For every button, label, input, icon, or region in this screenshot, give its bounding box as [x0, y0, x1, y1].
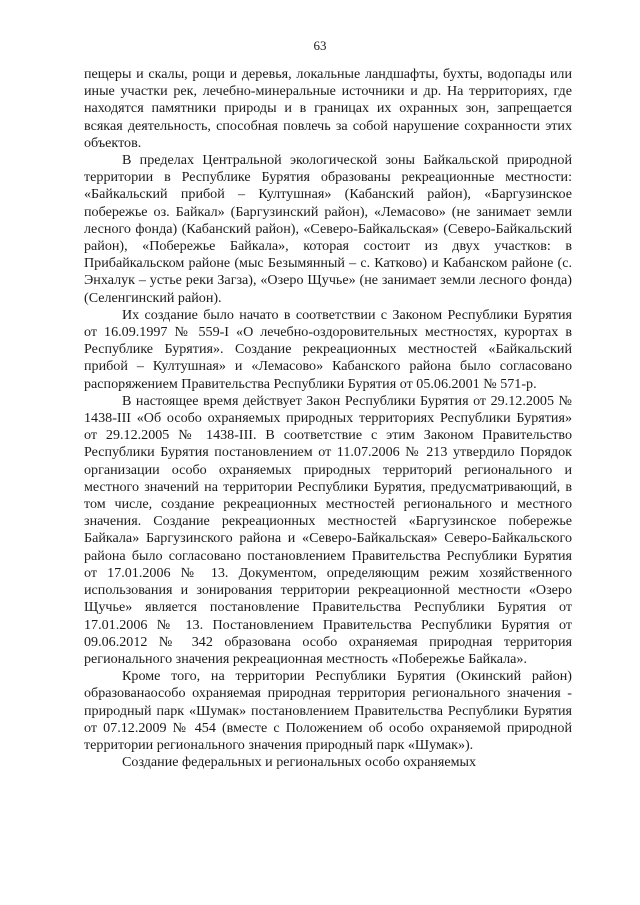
- body-text: [84, 66, 572, 771]
- paragraph-4: В настоящее время действует Закон Республики Бурятия от 29.12.2005 № 1438-III «Об особо охраняемых природных территориях Республики Бурятия» от 29.12.2005 № 1438-III. В соответствие с этим Законом Правительство Республики Бурятия постановлением от 11.07.2006 № 213 утвердило Порядок организации особо охраняемых природных территорий регионального и местного значений на территории Республики Бурятия, предусматривающий, в том числе, создание рекреационных местностей регионального и местного значения. Создание рекреационных местностей «Баргузинское побережье Байкала» Баргузинского района и «Северо-Байкальская» Северо-Байкальского района было согласовано постановлением Правительства Республики Бурятия от 17.01.2006 № 13. Документом, определяющим режим хозяйственного использования и зонирования территории рекреационной местности «Озеро Щучье» является постановление Правительства Республики Бурятия от 17.01.2006 № 13. Постановлением Правительства Республики Бурятия от 09.06.2012 № 342 образована особо охраняемая природная территория регионального значения рекреационная местность «Побережье Байкала».: [84, 392, 572, 667]
- page-number: 63: [313, 38, 327, 53]
- paragraph-2: В пределах Центральной экологической зоны Байкальской природной территории в Республике Бурятия образованы рекреационные местности: «Байкальский прибой – Култушная» (Кабанский район), «Баргузинское побережье оз. Байкал» (Баргузинский район), «Лемасово» (не занимает земли лесного фонда) (Кабанский район), «Северо-Байкальская» (Северо-Байкальский район), «Побережье Байкала», которая состоит из двух участков: в Прибайкальском районе (мыс Безымянный – с. Катково) и Кабанском районе (с. Энхалук – устье реки Загза), «Озеро Щучье» (не занимает земли лесного фонда) (Селенгинский район).: [84, 152, 572, 306]
- paragraph-5: Кроме того, на территории Республики Бурятия (Окинский район) образованаособо охраняемая природная территория регионального значения - природный парк «Шумак» постановлением Правительства Республики Бурятия от 07.12.2009 № 454 (вместе с Положением об особо охраняемой природной территории регионального значения природный парк «Шумак»).: [84, 668, 572, 753]
- paragraph-6: Создание федеральных и региональных особо охраняемых: [122, 754, 477, 771]
- paragraph-3: Их создание было начато в соответствии с Законом Республики Бурятия от 16.09.1997 № 559-I «О лечебно-оздоровительных местностях, курортах в Республике Бурятия». Создание рекреационных местностей «Байкальский прибой – Култушная» и «Лемасово» Кабанского района было согласовано распоряжением Правительства Республики Бурятия от 05.06.2001 № 571-р.: [84, 306, 572, 392]
- paragraph-1: пещеры и скалы, рощи и деревья, локальные ландшафты, бухты, водопады или иные участки рек, лечебно-минеральные источники и др. На территориях, где находятся памятники природы и в границах их охранных зон, запрещается всякая деятельность, способная повлечь за собой нарушение сохранности этих объектов.: [84, 66, 572, 151]
